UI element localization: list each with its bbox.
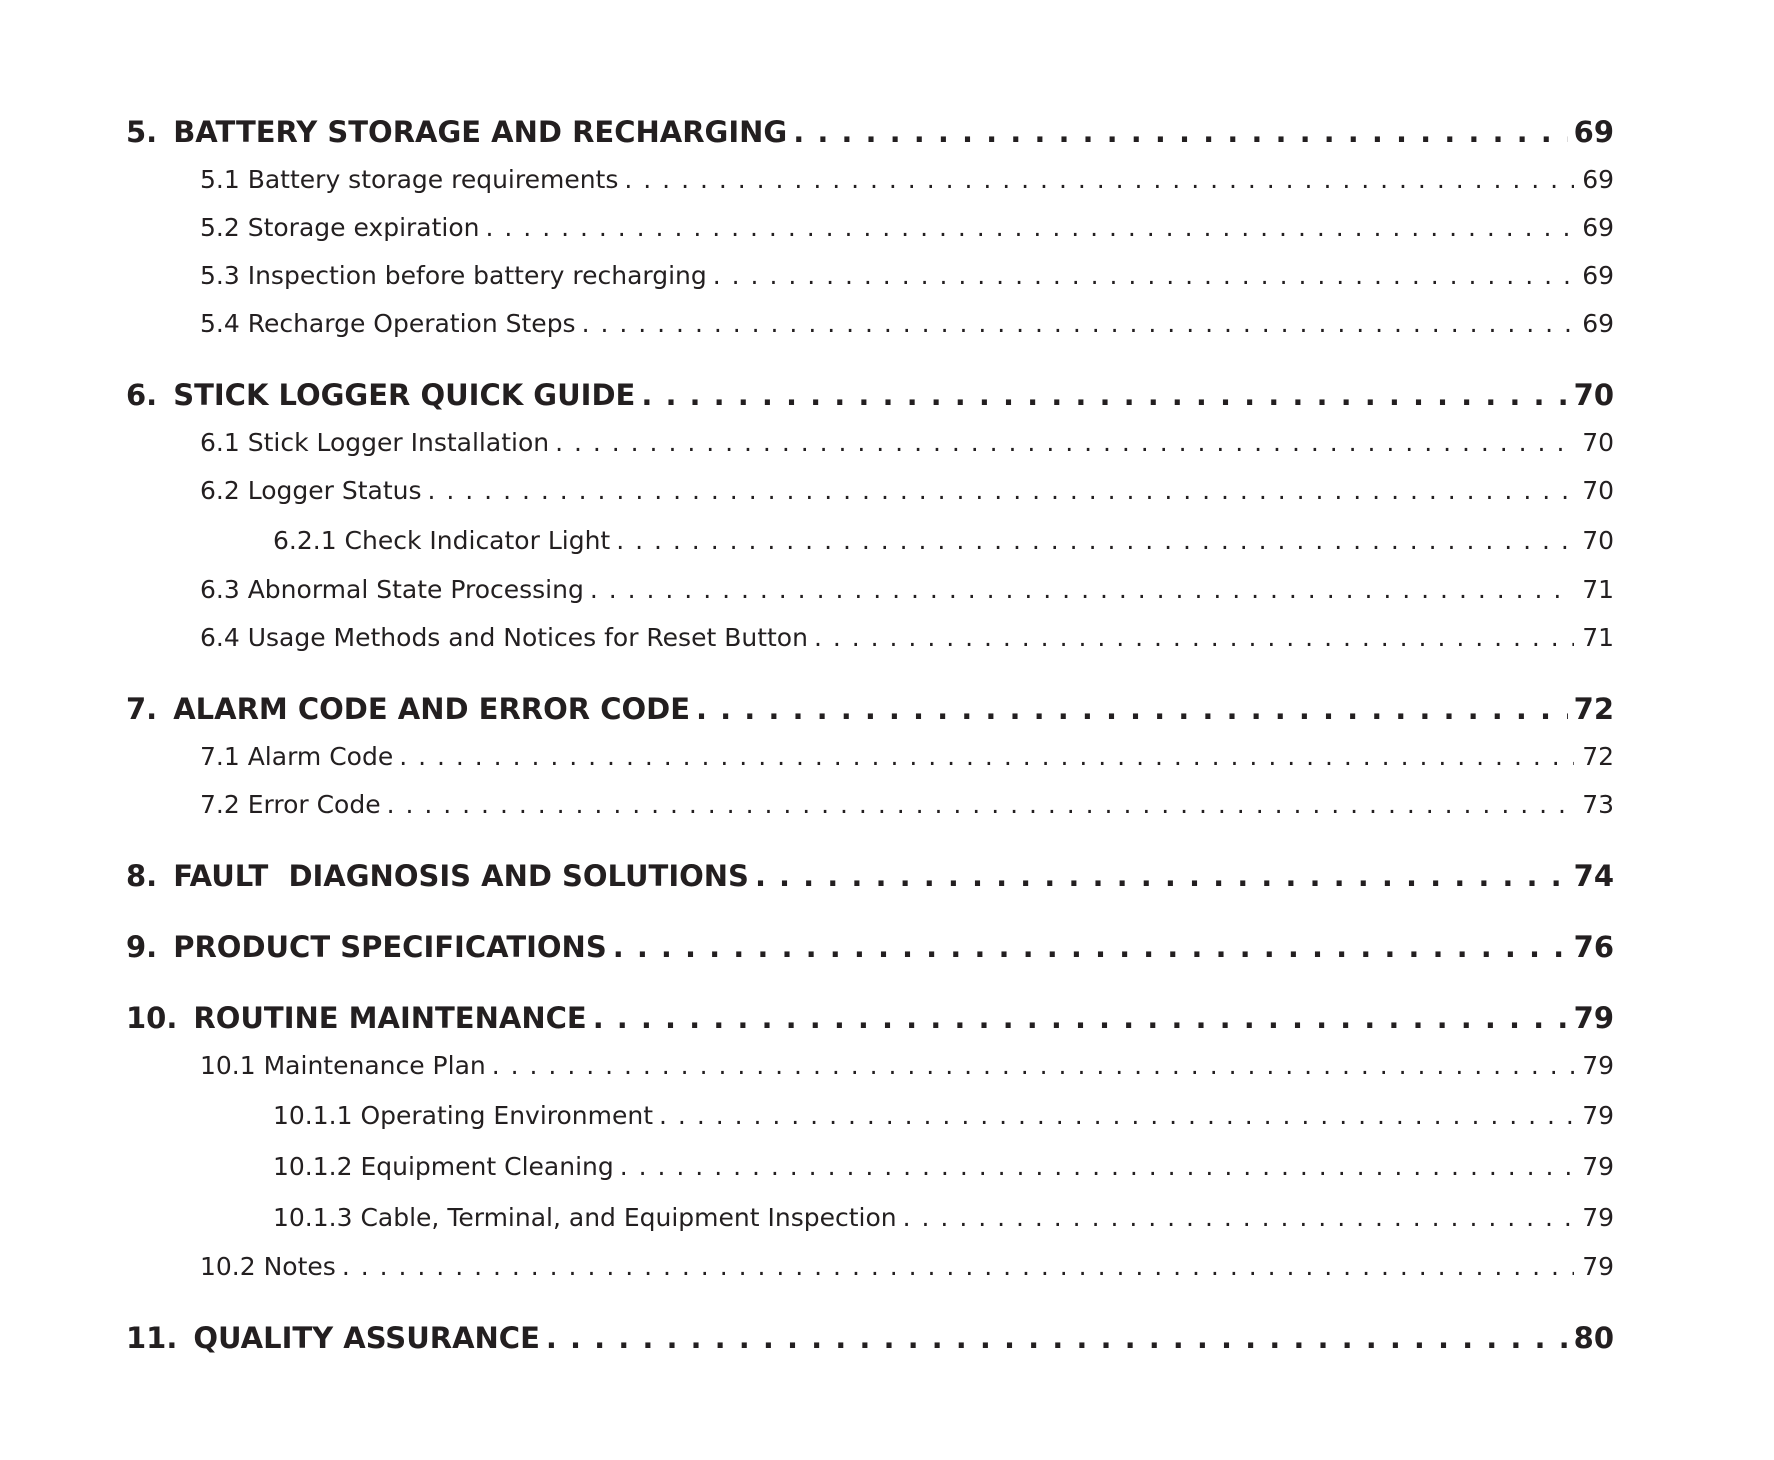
- dot-leader: [814, 614, 1574, 662]
- toc-item-label: 10.1 Maintenance Plan: [200, 1051, 486, 1080]
- toc-item-label: 6.3 Abnormal State Processing: [200, 575, 584, 604]
- section-number: 8.: [126, 859, 158, 893]
- page-number: 76: [1573, 930, 1614, 964]
- section-heading: [126, 685, 690, 733]
- dot-leader: [613, 923, 1568, 971]
- section-heading: [126, 371, 635, 419]
- toc-item-5-4[interactable]: [126, 300, 1614, 348]
- toc-item-6-2[interactable]: [126, 467, 1614, 515]
- dot-leader: [659, 1090, 1574, 1141]
- section-spacer: [126, 662, 1614, 685]
- page-number: 79: [1573, 1001, 1614, 1035]
- section-spacer: [126, 348, 1614, 371]
- toc-item-5-3[interactable]: [126, 252, 1614, 300]
- dot-leader: [582, 300, 1574, 348]
- page-number: 70: [1582, 476, 1614, 505]
- toc-item-label: 6.1 Stick Logger Installation: [200, 428, 550, 457]
- toc-item-label: 6.2.1 Check Indicator Light: [273, 526, 611, 555]
- section-title: PRODUCT SPECIFICATIONS: [173, 930, 607, 964]
- section-title: ROUTINE MAINTENANCE: [193, 1001, 587, 1035]
- toc-item-10-1[interactable]: [126, 1042, 1614, 1090]
- section-title: STICK LOGGER QUICK GUIDE: [173, 378, 636, 412]
- table-of-contents: [126, 108, 1614, 1362]
- toc-item-label: 5.3 Inspection before battery recharging: [200, 261, 707, 290]
- toc-item-5-1[interactable]: [126, 156, 1614, 204]
- toc-item-label: 6.2 Logger Status: [200, 476, 422, 505]
- section-spacer: [126, 971, 1614, 994]
- page-number: 70: [1582, 428, 1614, 457]
- page-number: 72: [1573, 692, 1614, 726]
- page-number: 71: [1582, 623, 1614, 652]
- toc-section-6[interactable]: [126, 371, 1614, 419]
- toc-item-label: 10.1.3 Cable, Terminal, and Equipment Inspection: [273, 1203, 897, 1232]
- dot-leader: [387, 781, 1574, 829]
- dot-leader: [399, 733, 1574, 781]
- toc-item-5-2[interactable]: [126, 204, 1614, 252]
- page-number: 69: [1582, 309, 1614, 338]
- page-number: 70: [1582, 526, 1614, 555]
- section-number: 6.: [126, 378, 158, 412]
- section-title: ALARM CODE AND ERROR CODE: [173, 692, 691, 726]
- toc-item-label: 7.2 Error Code: [200, 790, 381, 819]
- toc-item-label: 7.1 Alarm Code: [200, 742, 394, 771]
- dot-leader: [342, 1243, 1574, 1291]
- section-heading: [126, 994, 587, 1042]
- page-number: 69: [1582, 213, 1614, 242]
- toc-section-5[interactable]: [126, 108, 1614, 156]
- dot-leader: [486, 204, 1574, 252]
- toc-item-label: 5.2 Storage expiration: [200, 213, 480, 242]
- section-heading: [126, 1314, 540, 1362]
- page-number: 80: [1573, 1321, 1614, 1355]
- toc-section-7[interactable]: [126, 685, 1614, 733]
- page-number: 71: [1582, 575, 1614, 604]
- section-title: BATTERY STORAGE AND RECHARGING: [173, 115, 788, 149]
- section-number: 9.: [126, 930, 158, 964]
- section-spacer: [126, 900, 1614, 923]
- dot-leader: [713, 252, 1574, 300]
- toc-section-9[interactable]: [126, 923, 1614, 971]
- page-number: 70: [1573, 378, 1614, 412]
- dot-leader: [903, 1192, 1574, 1243]
- dot-leader: [492, 1042, 1574, 1090]
- page-number: 79: [1582, 1101, 1614, 1130]
- page-number: 69: [1582, 261, 1614, 290]
- toc-item-7-1[interactable]: [126, 733, 1614, 781]
- section-heading: [126, 108, 787, 156]
- toc-item-label: 10.2 Notes: [200, 1252, 336, 1281]
- toc-item-label: 10.1.1 Operating Environment: [273, 1101, 654, 1130]
- section-spacer: [126, 829, 1614, 852]
- dot-leader: [641, 371, 1567, 419]
- page-number: 69: [1573, 115, 1614, 149]
- toc-item-10-2[interactable]: [126, 1243, 1614, 1291]
- page-number: 72: [1582, 742, 1614, 771]
- dot-leader: [620, 1141, 1574, 1192]
- toc-section-8[interactable]: [126, 852, 1614, 900]
- dot-leader: [755, 852, 1568, 900]
- toc-item-label: 5.4 Recharge Operation Steps: [200, 309, 576, 338]
- toc-item-10-1-2[interactable]: [126, 1141, 1614, 1192]
- toc-item-label: 6.4 Usage Methods and Notices for Reset Button: [200, 623, 808, 652]
- dot-leader: [590, 566, 1574, 614]
- section-number: 5.: [126, 115, 158, 149]
- toc-item-7-2[interactable]: [126, 781, 1614, 829]
- section-heading: [126, 852, 749, 900]
- toc-item-label: 5.1 Battery storage requirements: [200, 165, 619, 194]
- section-number: 7.: [126, 692, 158, 726]
- section-title: FAULT DIAGNOSIS AND SOLUTIONS: [173, 859, 749, 893]
- dot-leader: [546, 1314, 1568, 1362]
- toc-item-10-1-1[interactable]: [126, 1090, 1614, 1141]
- section-number: 10.: [126, 1001, 178, 1035]
- toc-section-10[interactable]: [126, 994, 1614, 1042]
- toc-item-6-3[interactable]: [126, 566, 1614, 614]
- page-number: 69: [1582, 165, 1614, 194]
- toc-item-6-2-1[interactable]: [126, 515, 1614, 566]
- page-number: 79: [1582, 1152, 1614, 1181]
- section-title: QUALITY ASSURANCE: [193, 1321, 540, 1355]
- page-number: 79: [1582, 1051, 1614, 1080]
- dot-leader: [624, 156, 1574, 204]
- dot-leader: [616, 515, 1574, 566]
- dot-leader: [428, 467, 1575, 515]
- dot-leader: [555, 419, 1574, 467]
- dot-leader: [696, 685, 1568, 733]
- section-number: 11.: [126, 1321, 178, 1355]
- page-number: 79: [1582, 1203, 1614, 1232]
- page-number: 73: [1582, 790, 1614, 819]
- dot-leader: [793, 108, 1567, 156]
- page-number: 74: [1573, 859, 1614, 893]
- page-number: 79: [1582, 1252, 1614, 1281]
- toc-section-11[interactable]: [126, 1314, 1614, 1362]
- toc-item-10-1-3[interactable]: [126, 1192, 1614, 1243]
- dot-leader: [593, 994, 1568, 1042]
- toc-item-6-4[interactable]: [126, 614, 1614, 662]
- toc-item-6-1[interactable]: [126, 419, 1614, 467]
- section-heading: [126, 923, 607, 971]
- toc-item-label: 10.1.2 Equipment Cleaning: [273, 1152, 614, 1181]
- section-spacer: [126, 1291, 1614, 1314]
